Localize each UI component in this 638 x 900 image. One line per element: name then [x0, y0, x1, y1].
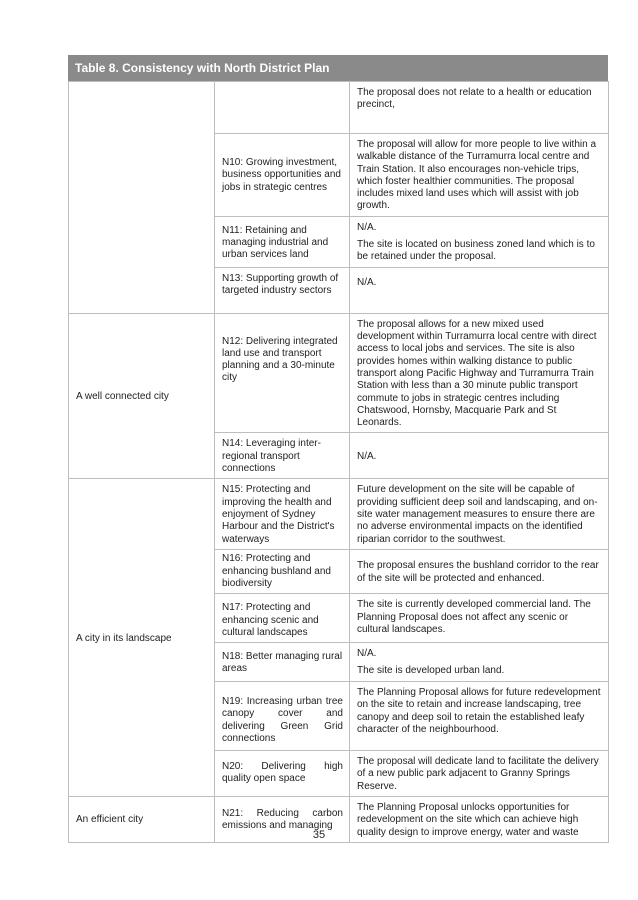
priority-cell: N17: Protecting and enhancing scenic and cultural landscapes: [215, 594, 350, 643]
priority-cell: [215, 82, 350, 134]
response-cell: [350, 594, 609, 643]
consistency-table: [68, 81, 609, 843]
response-cell: [350, 751, 609, 797]
table-row: [69, 479, 609, 550]
priority-cell: N11: Retaining and managing industrial and urban services land: [215, 216, 350, 267]
response-text: The proposal will dedicate land to facilitate the delivery of a new public park adjacent to Granny Springs Reserve.: [357, 756, 599, 792]
priority-cell: N15: Protecting and improving the health and enjoyment of Sydney Harbour and the District's waterways: [215, 479, 350, 550]
priority-cell: N12: Delivering integrated land use and transport planning and a 30-minute city: [215, 313, 350, 433]
priority-cell: [215, 682, 350, 751]
table-row: [69, 313, 609, 433]
response-cell: [350, 682, 609, 751]
response-cell: [350, 479, 609, 550]
theme-cell: A well connected city: [69, 313, 215, 479]
response-text: The site is currently developed commercial land. The Planning Proposal does not affect any scenic or cultural landscapes.: [357, 599, 591, 635]
response-cell: [350, 82, 609, 134]
response-text: N/A.: [357, 648, 377, 660]
priority-cell: N16: Protecting and enhancing bushland and biodiversity: [215, 550, 350, 594]
response-cell: [350, 550, 609, 594]
priority-cell: [215, 751, 350, 797]
priority-cell: N14: Leveraging inter-regional transport connections: [215, 433, 350, 479]
response-text: The proposal allows for a new mixed used development within Turramurra local centre with direct access to local jobs and services. The site is also provides homes within walking distance to public transport along Pacific Highway and Turramurra Train Station with less than a 30 minute public transport commute to jobs in strategic centres including Chatswood, Hornsby, Macquarie Park and St Leonards.: [357, 318, 597, 429]
response-cell: [350, 134, 609, 217]
response-cell: [350, 433, 609, 479]
priority-text: N21: Reducing carbon emissions and managing: [222, 808, 343, 832]
priority-cell: N18: Better managing rural areas: [215, 643, 350, 682]
response-text: The site is developed urban land.: [357, 665, 505, 677]
table-row: [69, 82, 609, 134]
priority-text: N20: Delivering high quality open space: [222, 761, 343, 785]
response-cell: [350, 643, 609, 682]
response-text: The site is located on business zoned land which is to be retained under the proposal.: [357, 239, 595, 263]
priority-cell: N13: Supporting growth of targeted industry sectors: [215, 267, 350, 313]
response-text: The Planning Proposal unlocks opportunities for redevelopment on the site which can achieve high quality design to improve energy, water and waste: [357, 802, 579, 838]
response-text: The proposal ensures the bushland corridor to the rear of the site will be protected and enhanced.: [357, 560, 599, 584]
response-text: N/A.: [357, 450, 377, 462]
response-text: Future development on the site will be capable of providing sufficient deep soil and landscaping, and on-site water management measures to ensure there are no adverse environmental impacts on the identified riparian corridor to the southwest.: [357, 484, 598, 545]
response-text: The Planning Proposal allows for future redevelopment on the site to retain and increase landscaping, tree canopy and deep soil to retain the established leafy character of the neighbourhood.: [357, 687, 601, 736]
theme-cell: An efficient city: [69, 797, 215, 843]
priority-text: N19: Increasing urban tree canopy cover and delivering Green Grid connections: [222, 696, 343, 745]
document-page: [68, 55, 608, 843]
response-text: N/A.: [357, 221, 377, 233]
theme-cell: A city in its landscape: [69, 479, 215, 797]
page-number: 35: [312, 829, 326, 841]
response-text: The proposal will allow for more people to live within a walkable distance of the Turramurra local centre and Train Station. It also encourages non-vehicle trips, which foster healthier communities. The proposal includes mixed land uses which will assist with job growth.: [357, 139, 597, 212]
table-title: Table 8. Consistency with North District Plan: [68, 55, 608, 81]
theme-cell: [69, 82, 215, 314]
response-text: N/A.: [357, 276, 377, 288]
response-cell: [350, 313, 609, 433]
response-cell: [350, 216, 609, 267]
response-cell: [350, 267, 609, 313]
response-text: The proposal does not relate to a health or education precinct,: [357, 87, 592, 111]
priority-cell: N10: Growing investment, business opportunities and jobs in strategic centres: [215, 134, 350, 217]
